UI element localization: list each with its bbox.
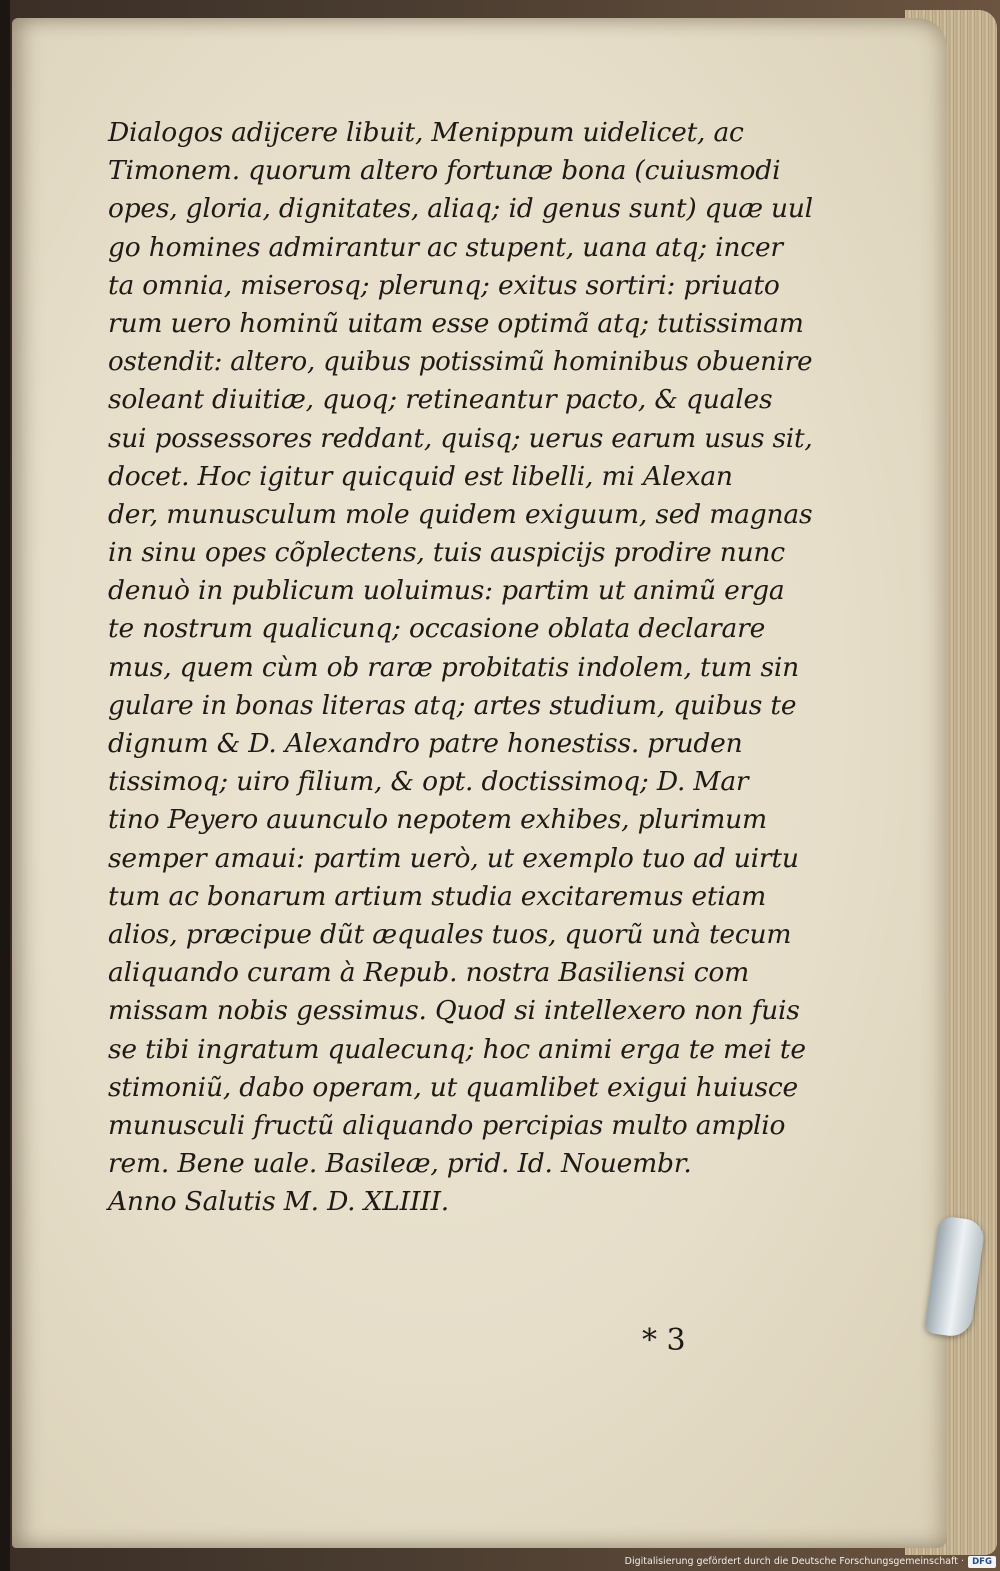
text-line: rem. Bene uale. Basileæ, prid. Id. Nouembr. [108, 1148, 692, 1180]
text-line: go homines admirantur ac stupent, uana atq; incer [108, 231, 783, 263]
text-line: tissimoq; uiro filium, & opt. doctissimoq; D. Mar [108, 766, 749, 798]
book-spine-edge [0, 0, 10, 1571]
text-line: semper amaui: partim uerò, ut exemplo tuo ad uirtu [108, 842, 799, 874]
text-line: Timonem. quorum altero fortunæ bona (cuiusmodi [108, 155, 781, 187]
text-line: tino Peyero auunculo nepotem exhibes, plurimum [108, 804, 767, 836]
text-line: rum uero hominũ uitam esse optimã atq; tutissimam [108, 307, 804, 339]
signature-mark: * 3 [642, 1323, 686, 1358]
text-line: missam nobis gessimus. Quod si intellexero non fuis [108, 995, 800, 1027]
text-line: se tibi ingratum qualecunq; hoc animi erga te mei te [108, 1033, 806, 1065]
text-line: stimoniũ, dabo operam, ut quamlibet exigui huiusce [108, 1071, 799, 1103]
digitization-credit: Digitalisierung gefördert durch die Deutsche Forschungsgemeinschaft · [624, 1556, 964, 1567]
text-line: soleant diuitiæ, quoq; retineantur pacto, & quales [108, 384, 773, 416]
text-line: dignum & D. Alexandro patre honestiss. pruden [108, 728, 743, 759]
text-line: ta omnia, miserosq; plerunq; exitus sortiri: priuato [108, 269, 780, 301]
text-line: in sinu opes cõplectens, tuis auspicijs prodire nunc [108, 537, 785, 569]
text-line: aliquando curam à Repub. nostra Basiliensi com [108, 957, 750, 989]
text-line: Anno Salutis M. D. XLIIII. [108, 1186, 449, 1218]
text-line: denuò in publicum uoluimus: partim ut animũ erga [108, 575, 785, 607]
text-line: Dialogos adijcere libuit, Menippum uidelicet, ac [108, 117, 744, 148]
text-line: ostendit: altero, quibus potissimũ hominibus obuenire [108, 346, 813, 378]
text-line: tum ac bonarum artium studia excitaremus etiam [108, 880, 767, 912]
text-block [108, 114, 813, 1221]
text-line: gulare in bonas literas atq; artes studium, quibus te [108, 689, 797, 721]
book-page [12, 18, 947, 1548]
text-line: opes, gloria, dignitates, aliaq; id genus sunt) quæ uul [108, 193, 813, 225]
text-line: te nostrum qualicunq; occasione oblata declarare [108, 613, 766, 645]
text-line: der, munusculum mole quidem exiguum, sed magnas [108, 498, 813, 530]
text-line: mus, quem cùm ob raræ probitatis indolem, tum sin [108, 651, 800, 683]
dfg-logo: DFG [968, 1556, 996, 1568]
text-line: alios, præcipue dũt æquales tuos, quorũ unà tecum [108, 918, 792, 950]
text-line: munusculi fructũ aliquando percipias multo amplio [108, 1109, 786, 1141]
text-line: docet. Hoc igitur quicquid est libelli, mi Alexan [108, 460, 733, 492]
text-line: sui possessores reddant, quisq; uerus earum usus sit, [108, 422, 813, 454]
